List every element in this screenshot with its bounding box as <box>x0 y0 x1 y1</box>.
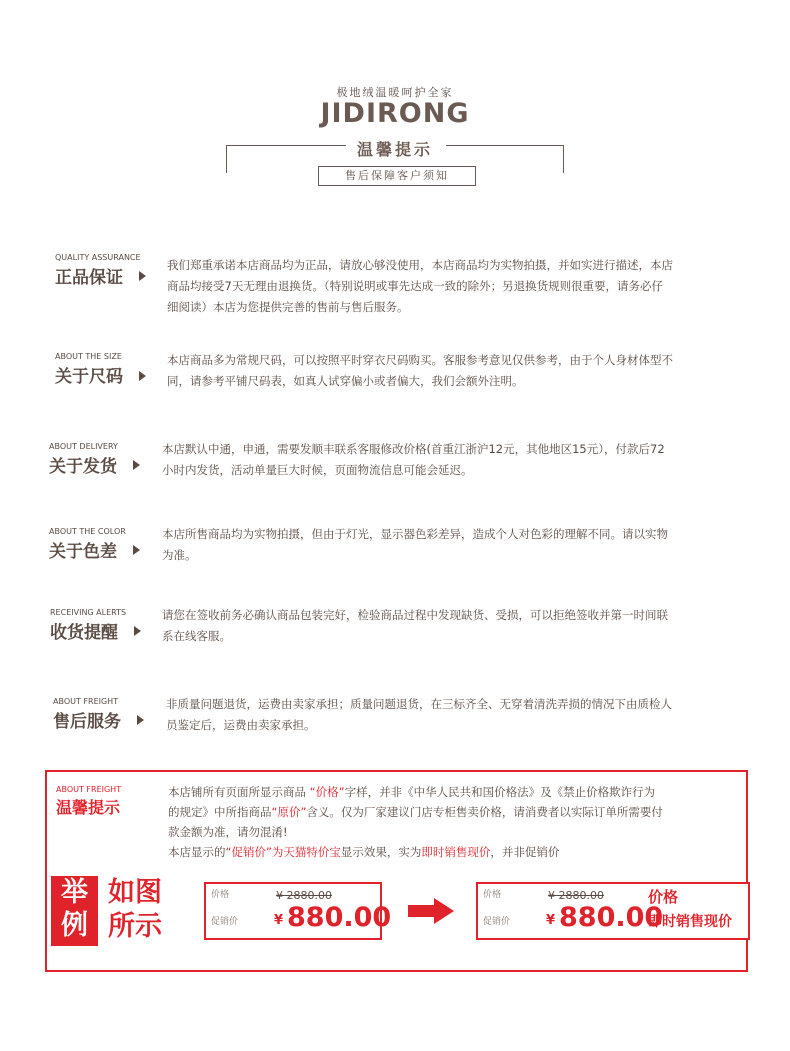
section-en-title: ABOUT THE SIZE <box>55 352 122 361</box>
badge-char: 例 <box>61 910 88 941</box>
header-box-label: 售后保障客户须知 <box>318 166 476 186</box>
section-after-sales <box>53 697 121 732</box>
triangle-right-icon <box>137 715 144 725</box>
section-text <box>162 605 747 647</box>
arrow-right-icon <box>408 898 454 928</box>
header-title: 温馨提示 <box>356 140 433 159</box>
badge-char: 举 <box>61 877 88 908</box>
text-line: 本店所售商品均为实物拍摄，但由于灯光，显示器色彩差异，造成个人对色彩的理解不同。请以实物 <box>162 527 668 541</box>
section-cn-title: 关于尺码 <box>55 367 123 387</box>
section-quality <box>55 253 141 288</box>
section-en-title: RECEIVING ALERTS <box>50 608 127 617</box>
notice-line-3: 款金额为准，请勿混淆! <box>168 825 288 839</box>
section-en-title: ABOUT THE COLOR <box>49 527 126 536</box>
section-cn-title: 收货提醒 <box>50 623 118 643</box>
text-line: 本店默认中通，申通，需要发顺丰联系客服修改价格(首重江浙沪12元，其他地区15元），付款后72 <box>162 442 665 456</box>
triangle-right-icon <box>134 626 141 636</box>
section-delivery <box>49 442 118 477</box>
text-line: 请您在签收前务必确认商品包装完好，检验商品过程中发现缺货、受损，可以拒绝签收并第一时间联 <box>162 608 668 622</box>
triangle-right-icon <box>133 460 140 470</box>
original-price: ¥ 2880.00 <box>276 889 332 902</box>
triangle-right-icon <box>139 271 146 281</box>
section-text <box>167 350 747 392</box>
original-price: ¥ 2880.00 <box>548 889 604 902</box>
notice-line-1: 本店铺所有页面所显示商品 “价格”字样，并非《中华人民共和国价格法》及《禁止价格欺诈行为 <box>168 785 656 799</box>
text-line: 细阅读）本店为您提供完善的售前与售后服务。 <box>167 300 409 314</box>
text-line: 本店商品多为常规尺码，可以按照平时穿衣尺码购买。客服参考意见仅供参考，由于个人身材体型不 <box>167 353 673 367</box>
note-instant-price: 即时销售现价 <box>648 914 732 930</box>
text-line: 商品均接受7天无理由退换货。（特别说明或事先达成一致的除外；另退换货规则很重要，请务必仔 <box>167 279 664 293</box>
section-size <box>55 352 123 387</box>
section-en-title: ABOUT DELIVERY <box>49 442 118 451</box>
price-label: 价格 <box>211 890 230 900</box>
text-line: 为准。 <box>162 548 197 562</box>
triangle-right-icon <box>133 545 140 555</box>
brand-logo-text: JIDIRONG <box>320 98 470 129</box>
promo-label: 促销价 <box>483 917 511 927</box>
header-subtitle: 极地绒温暖呵护全家 <box>336 86 454 99</box>
section-text <box>166 694 746 736</box>
section-cn-title: 关于色差 <box>49 542 117 562</box>
notice-en-title: ABOUT FREIGHT <box>56 785 122 794</box>
section-en-title: ABOUT FREIGHT <box>53 697 119 706</box>
notice-line-4: 本店显示的“促销价”为天猫特价宝显示效果，实为即时销售现价，并非促销价 <box>168 845 560 859</box>
text-line: 非质量问题退货，运费由卖家承担；质量问题退货，在三标齐全、无穿着清洗弄损的情况下由质检人 <box>166 697 672 711</box>
text-line: 系在线客服。 <box>162 629 231 643</box>
section-cn-title: 正品保证 <box>55 268 123 288</box>
text-line: 员鉴定后，运费由卖家承担。 <box>166 718 316 732</box>
yen-sign: ¥ <box>546 913 556 928</box>
text-line: 我们郑重承诺本店商品均为正品，请放心够没使用，本店商品均为实物拍摄，并如实进行描述，本店 <box>167 258 673 272</box>
text-line: 同，请参考平铺尺码表，如真人试穿偏小或者偏大，我们会额外注明。 <box>167 374 524 388</box>
notice-text <box>168 782 743 862</box>
promo-label: 促销价 <box>211 917 239 927</box>
example-label <box>108 876 162 944</box>
section-en-title: QUALITY ASSURANCE <box>55 253 141 262</box>
section-cn-title: 关于发货 <box>49 457 117 477</box>
yen-sign: ¥ <box>274 913 284 928</box>
notice-cn-title: 温馨提示 <box>56 798 121 817</box>
example-badge <box>51 876 98 946</box>
price-label: 价格 <box>483 890 502 900</box>
note-price: 价格 <box>648 888 679 906</box>
triangle-right-icon <box>139 371 146 381</box>
section-text <box>167 255 747 318</box>
section-color <box>49 527 126 562</box>
section-text <box>162 439 747 481</box>
example-label-line: 如图 <box>108 877 162 908</box>
section-text <box>162 524 747 566</box>
notice-line-2: 的规定》中所指商品“原价”含义。仅为厂家建议门店专柜售卖价格，请消费者以实际订单所需要付 <box>168 805 663 819</box>
promo-price: 880.00 <box>287 902 392 933</box>
promo-price: 880.00 <box>559 902 664 933</box>
text-line: 小时内发货，活动单量巨大时候，页面物流信息可能会延迟。 <box>162 463 473 477</box>
section-cn-title: 售后服务 <box>53 712 121 732</box>
section-receiving <box>50 608 126 643</box>
example-label-line: 所示 <box>108 911 162 942</box>
notice-heading <box>56 785 121 818</box>
